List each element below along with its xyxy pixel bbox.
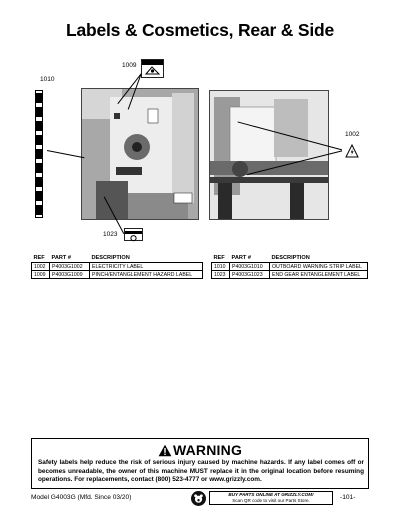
gear-entanglement-icon xyxy=(125,231,142,242)
warning-strip-icon xyxy=(36,91,42,217)
callout-1010: 1010 xyxy=(40,76,55,83)
label-1010-strip-decal xyxy=(35,90,43,218)
electricity-warning-icon xyxy=(345,144,359,158)
label-1009-decal xyxy=(141,59,164,78)
parts-table-right xyxy=(211,255,368,279)
col-description: DESCRIPTION xyxy=(91,255,130,261)
label-1023-decal xyxy=(124,228,143,241)
col-part: PART # xyxy=(231,255,251,261)
col-ref: REF xyxy=(33,255,45,261)
warning-triangle-icon xyxy=(158,444,172,457)
col-part: PART # xyxy=(51,255,71,261)
parts-table-left xyxy=(31,255,203,279)
headstock-photo xyxy=(81,88,199,220)
buy-parts-online-text: BUY PARTS ONLINE AT GRIZZLY.COM! xyxy=(228,492,314,497)
callout-1009: 1009 xyxy=(122,62,137,69)
table-row: 1010 P4003G1010 OUTBOARD WARNING STRIP LABEL xyxy=(212,263,368,271)
scan-qr-text: Scan QR code to visit our Parts Store. xyxy=(232,498,310,503)
col-ref: REF xyxy=(213,255,225,261)
label-1002-decal xyxy=(345,144,359,158)
warning-heading-text: WARNING xyxy=(172,442,243,458)
bear-icon xyxy=(191,491,206,506)
table-row: 1002 P4003G1002 ELECTRICITY LABEL xyxy=(32,263,203,271)
col-description: DESCRIPTION xyxy=(271,255,310,261)
grizzly-bear-logo-icon xyxy=(191,491,206,506)
pinch-hazard-icon xyxy=(142,60,163,77)
callout-1023: 1023 xyxy=(103,231,118,238)
tailstock-photo xyxy=(209,90,329,220)
page-title: Labels & Cosmetics, Rear & Side xyxy=(65,20,335,40)
table-row: 1023 P4003G1023 END GEAR ENTANGLEMENT LABEL xyxy=(212,271,368,279)
warning-body: Safety labels help reduce the risk of serious injury caused by machine hazards. If any label comes off or becomes unreadable, the owner of this machine MUST replace it in the original location before resuming operations. For replacements, contact (800) 523-4777 or www.grizzly.com. xyxy=(38,459,364,484)
table-row: 1009 P4003G1009 PINCH/ENTANGLEMENT HAZARD LABEL xyxy=(32,271,203,279)
callout-1002: 1002 xyxy=(345,131,360,138)
page-number: -101- xyxy=(340,494,356,501)
buy-parts-online-box[interactable] xyxy=(209,491,333,505)
warning-box xyxy=(31,438,369,489)
headstock-illustration xyxy=(82,89,199,220)
warning-heading xyxy=(32,442,368,458)
footer-model: Model G4003G (Mfd. Since 03/20) xyxy=(31,494,132,501)
tailstock-illustration xyxy=(210,91,329,220)
leader-1010 xyxy=(47,150,85,159)
